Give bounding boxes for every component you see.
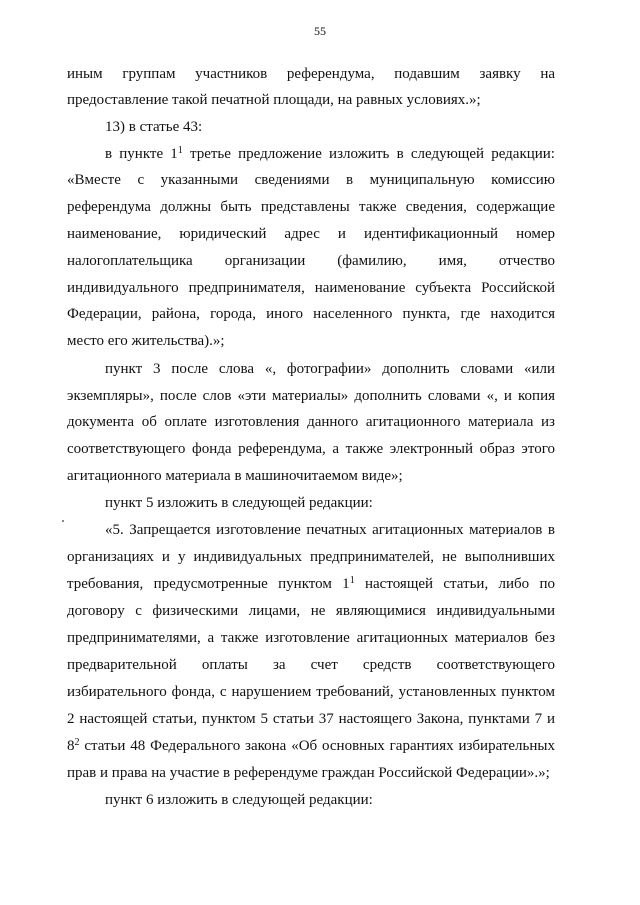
text-line: предварительной оплаты за счет средств соответствующего (67, 657, 555, 673)
superscript: 1 (349, 575, 355, 586)
text-line: в пункте $1^1$ третье предложение изложить в следующей редакции: (105, 145, 555, 162)
text-line: пункт 3 после слова «, фотографии» дополнить словами «или (105, 361, 555, 377)
text-line: организациях и у индивидуальных предпринимателей, не выполнивших (67, 549, 555, 565)
text-line: пункт 5 изложить в следующей редакции: (105, 495, 373, 511)
text-line: предоставление такой печатной площади, на равных условиях.»; (67, 92, 481, 108)
text-line: пункт 6 изложить в следующей редакции: (105, 792, 373, 808)
superscript: 1 (177, 145, 183, 156)
text-line: наименование, юридический адрес и идентификационный номер (67, 226, 555, 242)
text-line: $8^2$ статьи 48 Федерального закона «Об основных гарантиях избирательных (67, 737, 555, 754)
text-line: экземпляры», после слов «эти материалы» дополнить словами «, и копия (67, 388, 555, 404)
text-line: «Вместе с указанными сведениями в муниципальную комиссию (67, 172, 555, 188)
superscript: 2 (74, 737, 80, 748)
text-line: «5. Запрещается изготовление печатных агитационных материалов в (105, 522, 555, 538)
margin-mark (62, 520, 64, 522)
page-number: 55 (314, 24, 326, 38)
text-line: соответствующего фонда референдума, а также электронный образ этого (67, 441, 555, 457)
text-line: место его жительства).»; (67, 333, 225, 349)
text-line: иным группам участников референдума, подавшим заявку на (67, 66, 555, 82)
text-line: Федерации, района, города, иного населенного пункта, где находится (67, 306, 555, 322)
text-line: документа об оплате изготовления данного агитационного материала из (67, 414, 555, 430)
text-line: индивидуального предпринимателя, наименование субъекта Российской (67, 280, 555, 296)
text-line: требования, предусмотренные пунктом $1^1$ настоящей статьи, либо по (67, 575, 555, 592)
text-line: агитационного материала в машиночитаемом виде»; (67, 468, 403, 484)
text-line: 2 настоящей статьи, пунктом 5 статьи 37 настоящего Закона, пунктами 7 и (67, 711, 555, 727)
text-line: предпринимателями, а также изготовление агитационных материалов без (67, 630, 555, 646)
text-line: прав и права на участие в референдуме граждан Российской Федерации».»; (67, 765, 550, 781)
text-line: 13) в статье 43: (105, 119, 203, 135)
text-line: договору с физическими лицами, не являющимися индивидуальными (67, 603, 555, 619)
text-line: референдума должны быть представлены также сведения, содержащие (67, 199, 555, 215)
text-line: налогоплательщика организации (фамилию, имя, отчество (67, 253, 555, 269)
text-line: избирательного фонда, с нарушением требований, установленных пунктом (67, 684, 555, 700)
